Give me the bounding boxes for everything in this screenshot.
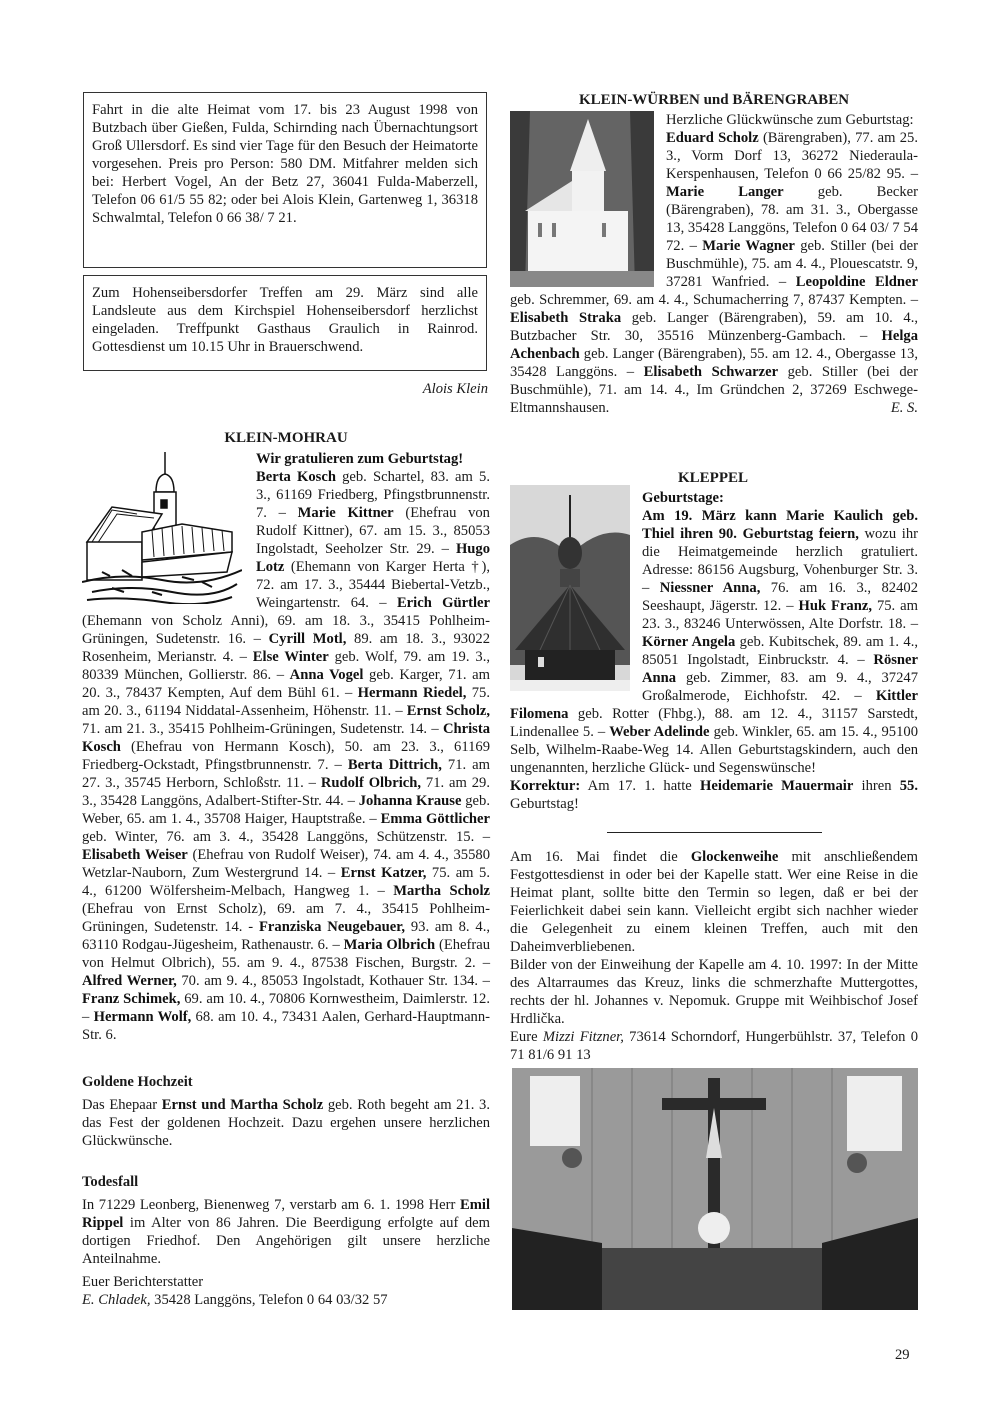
text: (Bärengraben), 77. am 25. 3., Vorm Dorf 13, 36272 Niederaula-Kerspenhausen, Telefon 0 66 25/82 95. – [666, 130, 918, 182]
text: Geburtstag! [510, 796, 579, 812]
bell-consecration-text [510, 848, 918, 1064]
text: geb. Stiller (bei der Buschmühle), 75. am 4. 4., Plouescatstr. 9, 37281 Wanfried. – [666, 238, 918, 290]
bold-text: Marie Langer [666, 184, 784, 200]
meeting-notice-text [92, 284, 478, 356]
italic-text: Mizzi Fitzner, [542, 1029, 624, 1045]
bold-text: Leopoldine Eldner [795, 274, 918, 290]
bold-text: Eduard Scholz [666, 130, 759, 146]
trip-notice-box [83, 92, 487, 268]
text: 75. am 20. 3., 61194 Niddatal-Assenheim, Höhenstr. 11. – [82, 685, 490, 719]
bold-text: 55. [899, 778, 918, 794]
bold-text: Anna Vogel [289, 667, 364, 683]
text: (Ehemann von Scholz Anni), 69. am 18. 3., 35415 Pohlheim-Grüningen, Sudetenstr. 16. – [82, 613, 490, 647]
text: geb. Becker (Bärengraben), 78. am 31. 3., Obergasse 13, 35428 Langgöns, Telefon 0 64 03/ 7 54 72. – [666, 184, 918, 254]
text: 75. am 23. 3., 83246 Unterwössen, Alte Dorfstr. 18. – [642, 598, 918, 632]
bold-text: Berta Kosch [256, 469, 336, 485]
bold-text: Berta Dittrich, [347, 757, 442, 773]
text: geb. Zimmer, 83. am 9. 4., 37247 Großalmerode, Eichhofstr. 42. – [642, 670, 918, 704]
kleppel-chapel-photo [510, 485, 630, 691]
text: (Ehefrau von Ernst Scholz), 69. am 7. 4., 35415 Pohlheim-Grüningen, Sudetenstr. 14. - [82, 901, 490, 935]
text: (Ehefrau von Helmut Olbrich), 55. am 9. 4., 87538 Fischen, Burgstr. 2. – [82, 937, 490, 971]
bold-text: Ernst und Martha Scholz [161, 1097, 324, 1113]
bold-text: Martha Scholz [393, 883, 490, 899]
text: geb. Karger, 71. am 20. 3., 78437 Kempten, Auf dem Bühl 61. – [82, 667, 490, 701]
bold-text: Johanna Krause [358, 793, 462, 809]
bold-text: Else Winter [252, 649, 329, 665]
bold-text: Niessner Anna, [659, 580, 761, 596]
text: mit anschließendem Festgottesdienst in oder bei der Kapelle statt. Wer eine Reise in die Heimat plant, sollte bitte den Termin so legen, daß er bei der Feierlichkeit dabei sein kann. Vielleicht ergibt sich nachher wieder die Gelegenheit zu einem kleinen Treffen, auch mit den Daheimverbliebenen. [510, 849, 918, 955]
text: 93. am 8. 4., 63110 Rodgau-Jügesheim, Rathenaustr. 6. – [82, 919, 490, 953]
bold-text: Franz Schimek, [82, 991, 181, 1007]
text: 69. am 10. 4., 70806 Kornwestheim, Daimlerstr. 12. – [82, 991, 490, 1025]
text: Am 17. 1. hatte [580, 778, 700, 794]
text: geb. Winkler, 65. am 15. 4., 95100 Selb, Wilhelm-Raabe-Weg 14. Allen Geburtstagskindern, auch den ungenannten, herzliche Glück- und Segenswünsche! [510, 724, 918, 776]
paragraph [82, 1273, 490, 1291]
italic-text: E. Chladek, [82, 1292, 151, 1308]
text: geb. Kubitschek, 89. am 1. 4., 85051 Ingolstadt, Einbruckstr. 4. – [642, 634, 919, 668]
text: geb. Langer (Bärengraben), 55. am 12. 4., Obergasse 13, 35428 Langgöns. – [510, 346, 918, 380]
bold-text: Glockenweihe [690, 849, 779, 865]
text: 68. am 10. 4., 73431 Aalen, Gerhard-Hauptmann-Str. 6. [82, 1009, 490, 1043]
text: Herzliche Glückwünsche zum Geburtstag: [666, 112, 914, 128]
bold-text: Wir gratulieren zum Geburtstag! [256, 451, 464, 467]
death-notice-heading: Todesfall [82, 1174, 139, 1190]
bold-text: Weber Adelinde [609, 724, 710, 740]
text: (Ehefrau von Hermann Kosch), 50. am 23. 3., 61169 Friedberg-Ockstadt, Pfingstbrunnenstr. 7. – [82, 739, 490, 773]
bold-text: Korrektur: [510, 778, 581, 794]
text: Das Ehepaar [82, 1097, 162, 1113]
bold-text: Marie Wagner [702, 238, 795, 254]
notice-signature: Alois Klein [422, 381, 488, 397]
bold-text: Franziska Neugebauer, [259, 919, 405, 935]
bold-text: Helga Achenbach [510, 328, 918, 362]
meeting-notice-box [83, 275, 487, 371]
text: Bilder von der Einweihung der Kapelle am 4. 10. 1997: In der Mitte des Altarraumes das Kreuz, links die schmerzhafte Muttergottes, rechts der hl. Johannes v. Nepomuk. Gruppe mit Weihbischof Josef Hrdlička. [510, 957, 918, 1027]
klein-wuerben-section [510, 92, 918, 417]
bold-text: Rösner Anna [642, 652, 918, 686]
page-number: 29 [895, 1347, 910, 1363]
bold-text: Geburtstage: [642, 490, 724, 506]
text: 71. am 29. 3., 35428 Langgöns, Adalbert-Stifter-Str. 44. – [82, 775, 491, 809]
paragraph [82, 1196, 490, 1268]
paragraph [510, 1028, 918, 1064]
death-notice-section [82, 1174, 490, 1309]
chapel-interior-photo [512, 1068, 918, 1310]
bold-text: Hugo Lotz [256, 541, 490, 575]
text: (Ehefrau von Rudolf Kittner), 67. am 15. 3., 85053 Ingolstadt, Seeholzer Str. 29. – [256, 505, 490, 557]
bold-text: Emma Göttlicher [380, 811, 490, 827]
bold-text: Elisabeth Schwarzer [643, 364, 779, 380]
bold-text: Ernst Katzer, [340, 865, 427, 881]
paragraph [82, 1291, 490, 1309]
text: 73614 Schorndorf, Hungerbühlstr. 37, Telefon 0 71 81/6 91 13 [510, 1029, 918, 1063]
bold-text: Heidemarie Mauermair [700, 778, 854, 794]
golden-wedding-heading: Goldene Hochzeit [82, 1074, 193, 1090]
reporter-signature [82, 1273, 490, 1309]
text: Am 16. Mai findet die [510, 849, 691, 865]
paragraph [92, 101, 478, 227]
text: geb. Stiller (bei der Buschmühle), 71. am 14. 4., Im Gründchen 2, 37269 Eschwege-Eltmannshausen. [510, 364, 918, 416]
text: 76. am 16. 3., 82402 Seeshaupt, Jägerstr. 12. – [642, 580, 918, 614]
text: Euer Berichterstatter [82, 1274, 204, 1290]
kleppel-section [510, 470, 918, 813]
text: geb. Winter, 76. am 3. 4., 35428 Langgöns, Schützenstr. 15. – [82, 829, 490, 845]
paragraph [510, 956, 918, 1028]
paragraph [510, 848, 918, 956]
text: 70. am 9. 4., 85053 Ingolstadt, Kothauer Str. 134. – [176, 973, 490, 989]
bold-text: Emil Rippel [82, 1197, 490, 1231]
text: geb. Wolf, 79. am 19. 3., 80339 München, Gollierstr. 86. – [82, 649, 490, 683]
text: ihren [853, 778, 900, 794]
text: 35428 Langgöns, Telefon 0 64 03/32 57 [150, 1292, 388, 1308]
text: geb. Schremmer, 69. am 4. 4., Schumacherring 7, 87437 Kempten. – [510, 292, 918, 308]
text: Eure [510, 1029, 543, 1045]
bold-text: Maria Olbrich [343, 937, 436, 953]
golden-wedding-text [82, 1096, 490, 1150]
text: geb. Schartel, 83. am 5. 3., 61169 Friedberg, Pfingstbrunnenstr. 7. – [256, 469, 490, 521]
bold-text: Elisabeth Weiser [82, 847, 188, 863]
text: 71. am 27. 3., 35745 Herborn, Schloßstr. 11. – [82, 757, 491, 791]
text: Fahrt in die alte Heimat vom 17. bis 23 August 1998 von Butzbach über Gießen, Fulda, Schirnding nach Übernachtungsort Groß Ullersdorf. Es sind vier Tage für den Besuch der Heimatorte vorgesehen. Preis pro Person: 580 DM. Mitfahrer melden sich bei: Herbert Vogel, An der Betz 27, 36041 Fulda-Maberzell, Telefon 06 61/5 55 82; oder bei Alois Klein, Gartenweg 1, 36318 Schwalmtal, Telefon 0 66 38/ 7 21. [92, 102, 478, 226]
text: 71. am 21. 3., 35415 Pohlheim-Grüningen, Sudetenstr. 14. – [82, 721, 443, 737]
text: (Ehemann von Karger Herta †), 72. am 17. 3., 35444 Biebertal-Vetzb., Weingartenstr. 64. – [256, 559, 490, 611]
golden-wedding-section [82, 1074, 490, 1150]
text: geb. Langer (Bärengraben), 59. am 10. 4., Butzbacher Str. 30, 35516 Münzenberg-Gambach. – [510, 310, 918, 344]
bold-text: Hermann Wolf, [93, 1009, 192, 1025]
text: wozu ihr die Heimatgemeinde herzlich gratuliert. Adresse: 86156 Augsburg, Vohenburger Str. 3. – [642, 526, 918, 596]
bold-text: Huk Franz, [798, 598, 872, 614]
text: geb. Weber, 65. am 1. 4., 35708 Haiger, Hauptstraße. – [82, 793, 490, 827]
bold-text: Am 19. März kann Marie Kaulich geb. Thiel ihren 90. Geburtstag feiern, [642, 508, 918, 542]
bold-text: Marie Kittner [297, 505, 394, 521]
paragraph [82, 1096, 490, 1150]
text: im Alter von 86 Jahren. Die Beerdigung erfolgte auf dem dortigen Friedhof. Den Angehörigen gilt unsere herzliche Anteilnahme. [82, 1215, 490, 1267]
bold-text: Erich Gürtler [396, 595, 490, 611]
text: geb. Roth begeht am 21. 3. das Fest der goldenen Hochzeit. Dazu ergehen unsere herzlichen Glückwünsche. [82, 1097, 490, 1149]
bold-text: Cyrill Motl, [268, 631, 347, 647]
paragraph [92, 284, 478, 356]
klein-wuerben-heading: KLEIN-WÜRBEN und BÄRENGRABEN [578, 92, 850, 108]
text: geb. Rotter (Fhbg.), 88. am 12. 4., 31157 Sarstedt, Lindenallee 5. – [510, 706, 918, 740]
trip-notice-text [92, 101, 478, 227]
bold-text: Ernst Scholz, [406, 703, 491, 719]
section-divider [607, 832, 822, 833]
bold-text: Kittler Filomena [510, 688, 918, 722]
klein-wuerben-signature: E. S. [890, 400, 918, 416]
bold-text: Rudolf Olbrich, [320, 775, 422, 791]
bold-text: Elisabeth Straka [510, 310, 622, 326]
paragraph [510, 777, 918, 813]
text: 89. am 18. 3., 93022 Rosenheim, Merianstr. 4. – [82, 631, 490, 665]
klein-mohrau-heading: KLEIN-MOHRAU [224, 430, 348, 446]
bold-text: Alfred Werner, [82, 973, 177, 989]
klein-mohrau-section [82, 430, 490, 1044]
text: (Ehefrau von Rudolf Weiser), 74. am 4. 4., 35580 Wetzlar-Nauborn, Zum Westergrund 14. – [82, 847, 490, 881]
death-notice-text [82, 1196, 490, 1268]
kleppel-heading: KLEPPEL [678, 470, 749, 486]
text: Zum Hohenseibersdorfer Treffen am 29. März sind alle Landsleute aus dem Kirchspiel Hohenseibersdorf herzlichst eingeladen. Treffpunkt Gasthaus Graulich in Rainrod. Gottesdienst um 10.15 Uhr in Brauerschwend. [92, 285, 478, 355]
bold-text: Hermann Riedel, [357, 685, 467, 701]
church-drawing [82, 452, 242, 604]
text: 75. am 5. 4., 61200 Wölfersheim-Melbach, Hangweg 1. – [82, 865, 491, 899]
bold-text: Christa Kosch [82, 721, 490, 755]
text: In 71229 Leonberg, Bienenweg 7, verstarb am 6. 1. 1998 Herr [82, 1197, 460, 1213]
bold-text: Körner Angela [642, 634, 736, 650]
chapel-photo [510, 111, 654, 287]
